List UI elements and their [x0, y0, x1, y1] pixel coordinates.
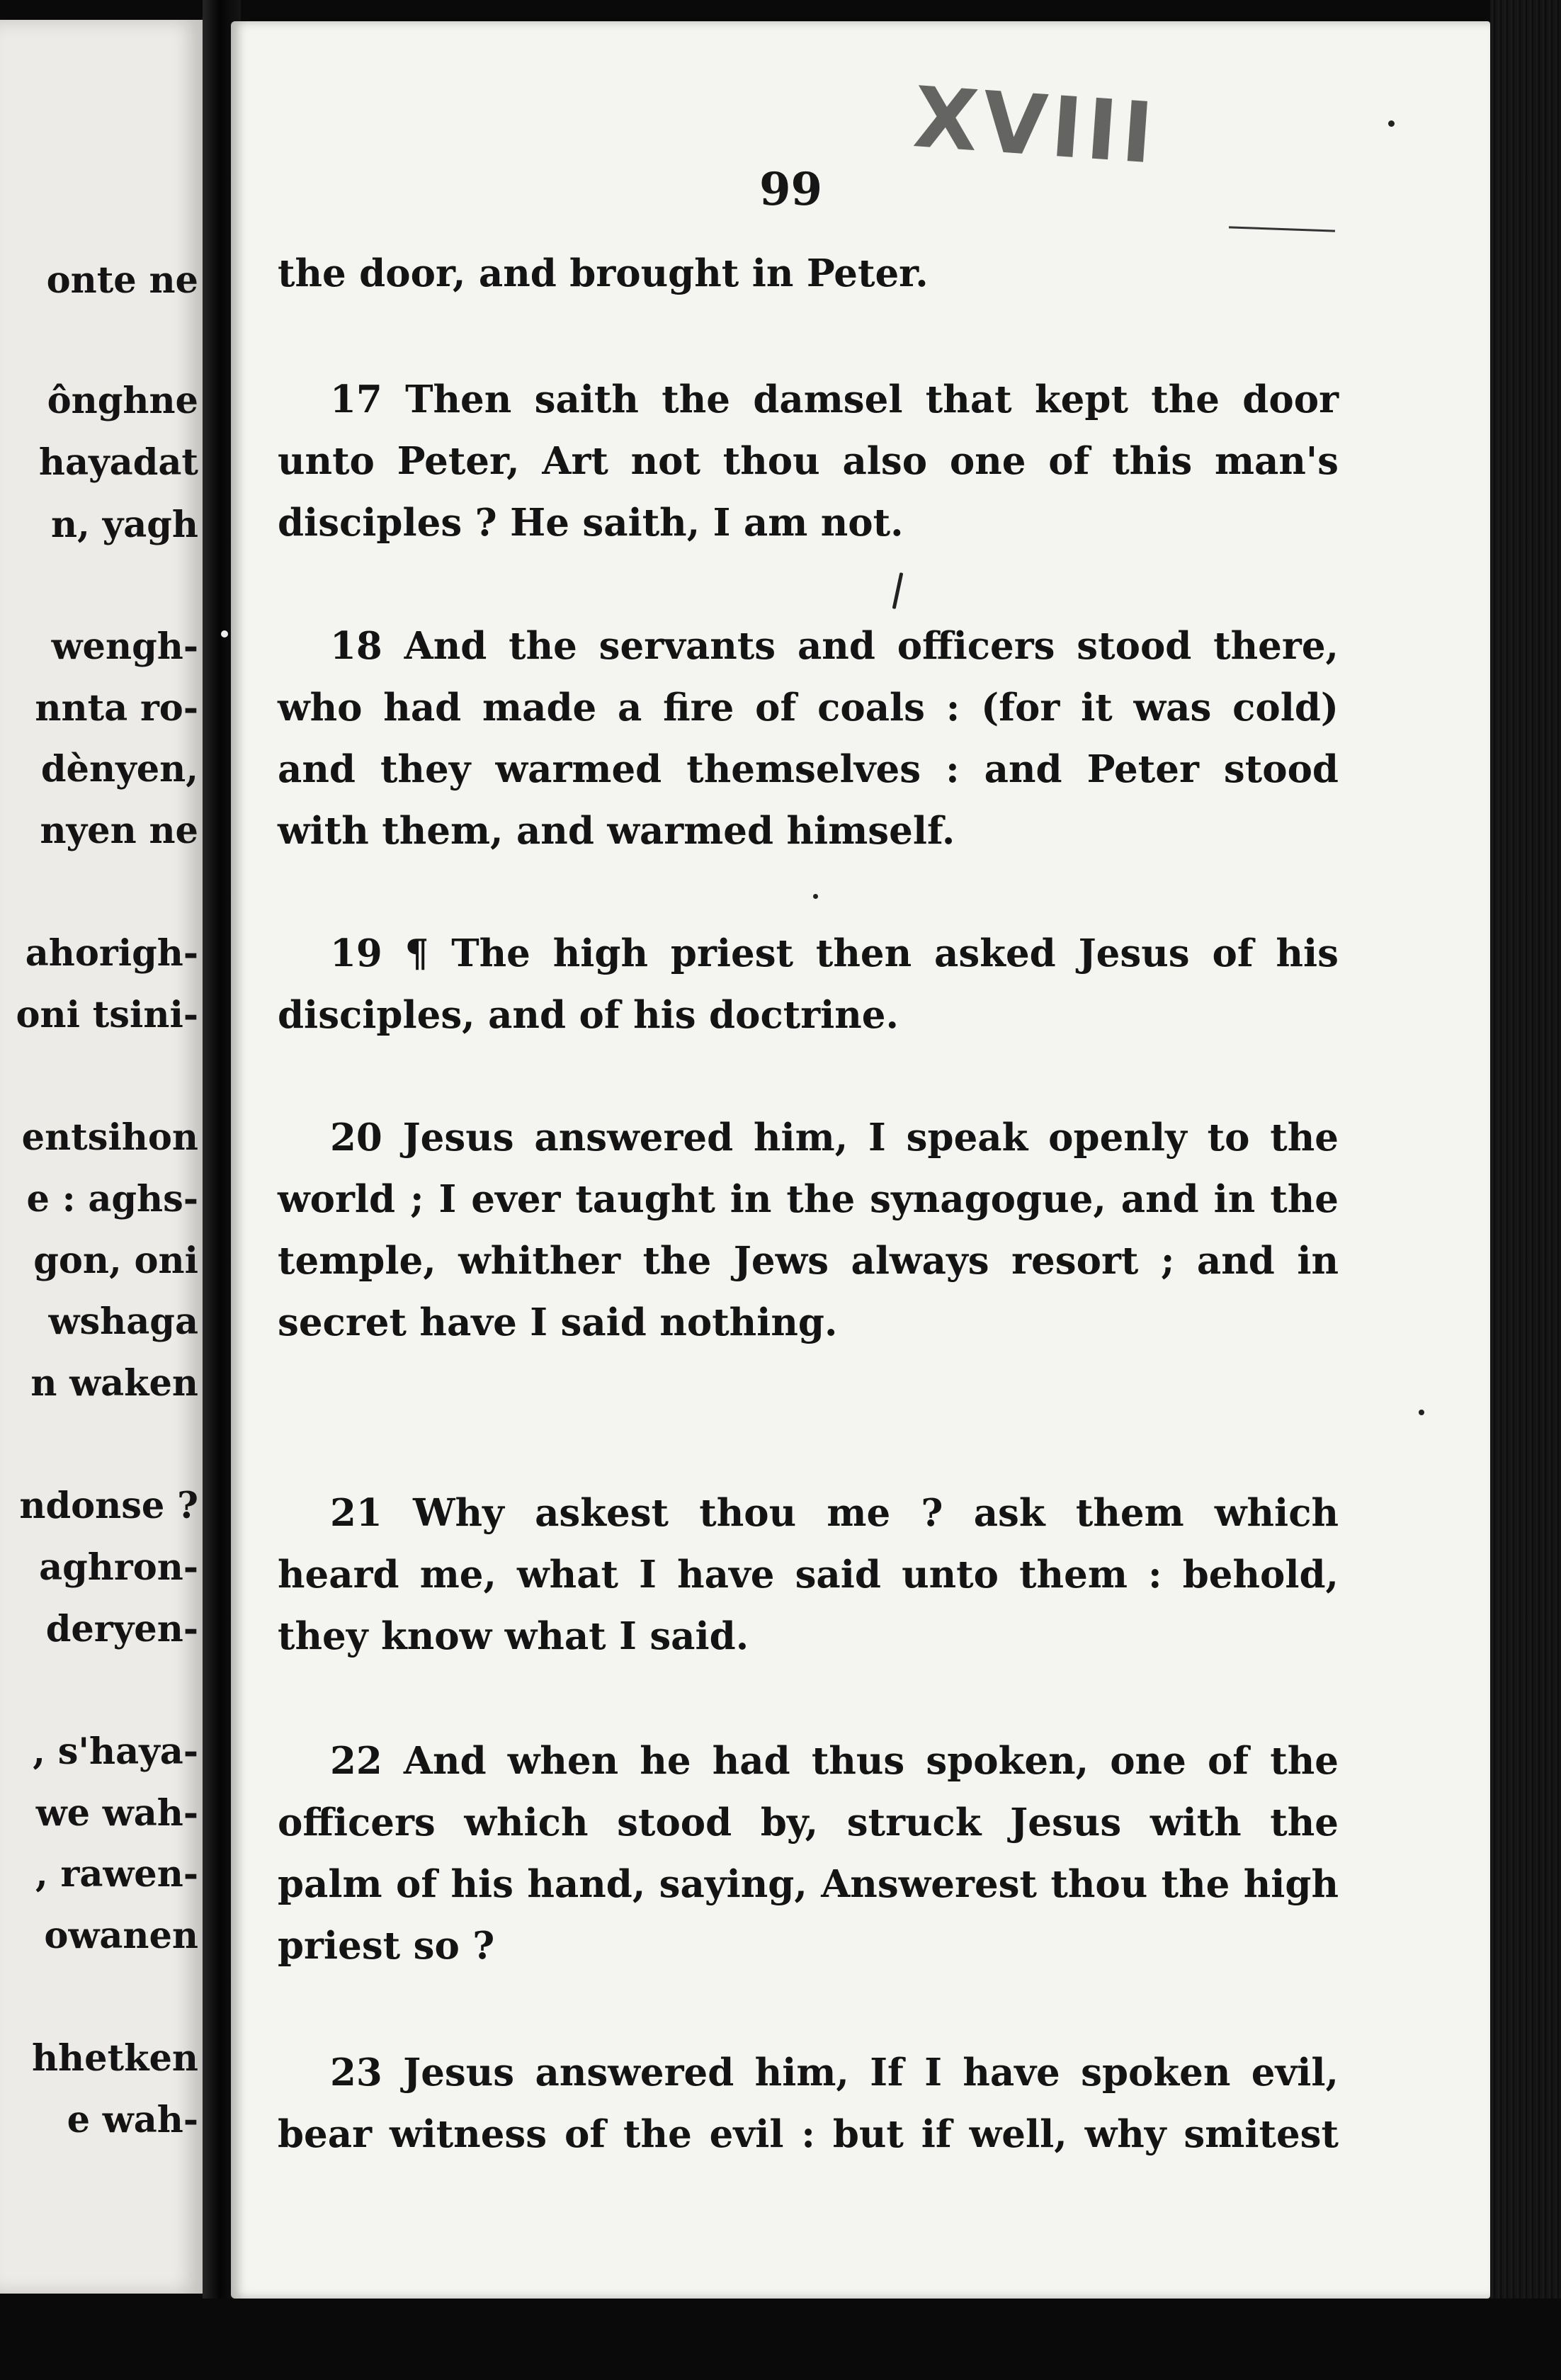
handwritten-catalog-mark: XVIII — [910, 68, 1161, 183]
left-line: aghron- — [39, 1546, 198, 1589]
text-line: disciples ? He saith, I am not. — [278, 501, 904, 545]
left-line: wengh- — [51, 625, 198, 668]
verse-20-line: 20 Jesus answered him, I speak openly to the — [330, 1116, 1339, 1160]
left-line: , s'haya- — [33, 1730, 198, 1773]
left-line: wshaga — [48, 1300, 198, 1343]
left-line: e : aghs- — [26, 1178, 198, 1220]
left-line: ahorigh- — [25, 932, 198, 975]
text-line: disciples, and of his doctrine. — [278, 993, 899, 1037]
text-line: officers which stood by, struck Jesus with the — [278, 1801, 1339, 1844]
text-line: and they warmed themselves : and Peter stood — [278, 747, 1339, 791]
left-line: owanen — [44, 1915, 198, 1957]
left-line: , rawen- — [35, 1853, 198, 1896]
left-line: ndonse ? — [19, 1485, 198, 1527]
page-stack-edge — [1490, 0, 1561, 2380]
left-line: oni tsini- — [16, 994, 198, 1036]
ink-speck — [1388, 120, 1395, 127]
left-line: onte ne — [46, 259, 198, 302]
left-line: e wah- — [67, 2099, 198, 2141]
text-line: unto Peter, Art not thou also one of this man's — [278, 439, 1339, 483]
scan-bottom-border — [0, 2299, 1561, 2380]
left-line: nnta ro- — [35, 687, 198, 730]
text-line: temple, whither the Jews always resort ; and in — [278, 1239, 1339, 1283]
verse-19-line: 19 ¶ The high priest then asked Jesus of his — [330, 931, 1339, 975]
ink-speck — [813, 894, 818, 899]
left-line: we wah- — [35, 1792, 198, 1835]
ink-speck — [1419, 1410, 1424, 1415]
text-line: palm of his hand, saying, Answerest thou the high — [278, 1862, 1339, 1906]
text-line: secret have I said nothing. — [278, 1300, 838, 1344]
left-line: hayadat — [38, 441, 198, 484]
text-line: world ; I ever taught in the synagogue, and in the — [278, 1177, 1339, 1221]
verse-22-line: 22 And when he had thus spoken, one of the — [330, 1739, 1339, 1783]
text-line: the door, and brought in Peter. — [278, 251, 929, 295]
left-page-fragment — [0, 20, 203, 2294]
verse-18-line: 18 And the servants and officers stood there, — [330, 624, 1339, 668]
left-line: dènyen, — [40, 748, 198, 790]
text-line: who had made a fire of coals : (for it was cold) — [278, 686, 1339, 730]
text-line: with them, and warmed himself. — [278, 809, 955, 853]
verse-23-line: 23 Jesus answered him, If I have spoken evil, — [330, 2051, 1339, 2095]
left-line: n waken — [30, 1362, 198, 1405]
text-line: priest so ? — [278, 1924, 495, 1968]
text-line: heard me, what I have said unto them : behold, — [278, 1553, 1339, 1597]
text-line: they know what I said. — [278, 1614, 749, 1658]
left-line: gon, oni — [33, 1240, 198, 1282]
text-line: bear witness of the evil : but if well, why smitest — [278, 2112, 1339, 2156]
left-line: ônghne — [47, 380, 198, 422]
verse-21-line: 21 Why askest thou me ? ask them which — [330, 1491, 1339, 1535]
left-line: hhetken — [31, 2037, 198, 2080]
left-line: n, yagh — [50, 504, 198, 546]
left-line: entsihon — [21, 1116, 198, 1159]
left-line: nyen ne — [40, 810, 198, 852]
paper-fleck — [221, 630, 228, 638]
page-number: 99 — [759, 163, 823, 216]
left-line: deryen- — [45, 1608, 198, 1650]
verse-17-line: 17 Then saith the damsel that kept the door — [330, 378, 1339, 421]
